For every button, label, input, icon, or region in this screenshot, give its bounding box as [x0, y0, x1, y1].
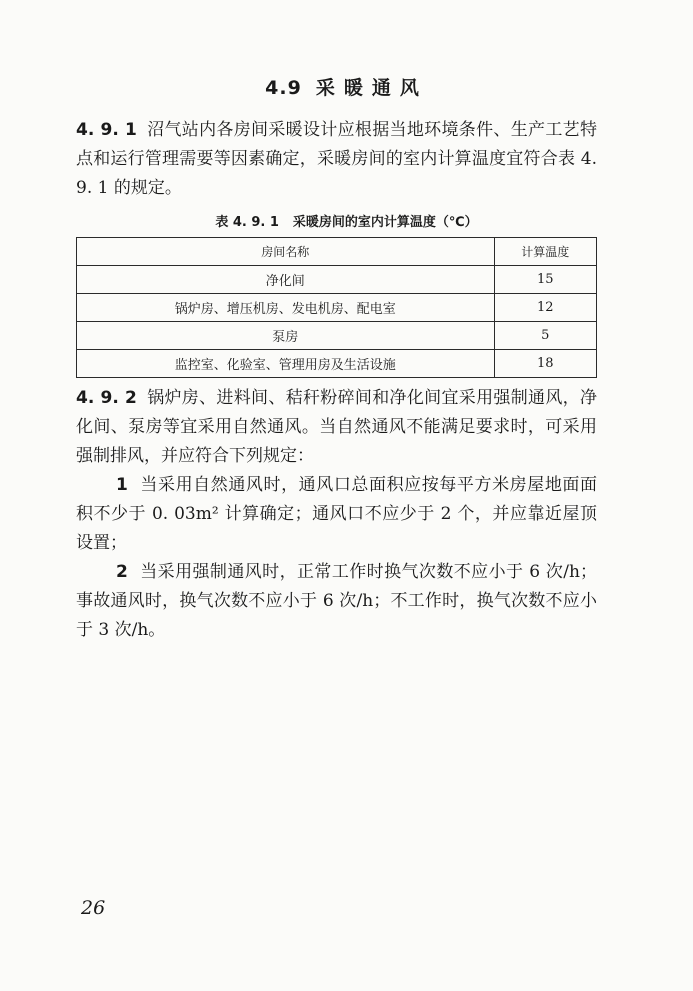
list-item: [76, 558, 597, 645]
table-row: [77, 350, 597, 378]
temperature-cell: 5: [494, 322, 596, 350]
table-caption: [0, 211, 693, 230]
temperature-cell: 15: [494, 266, 596, 294]
section-title: 采暖通风: [315, 77, 428, 99]
room-name-cell: 锅炉房、增压机房、发电机房、配电室: [77, 294, 495, 322]
section-number: 4.9: [265, 77, 302, 99]
table-label: 表 4. 9. 1: [215, 215, 279, 230]
room-name-cell: 净化间: [77, 266, 495, 294]
table-header-row: [77, 238, 597, 266]
column-header-room: 房间名称: [77, 238, 495, 266]
temperature-cell: 12: [494, 294, 596, 322]
room-name-cell: 泵房: [77, 322, 495, 350]
table-caption-text: 采暖房间的室内计算温度（℃）: [292, 215, 478, 230]
item-number: 1: [116, 475, 128, 495]
clause-number: 4. 9. 1: [76, 120, 137, 140]
page-number: 26: [81, 897, 106, 919]
clause-4-9-1: [76, 116, 597, 203]
table-row: [77, 266, 597, 294]
clause-text: 锅炉房、进料间、秸秆粉碎间和净化间宜采用强制通风，净化间、泵房等宜采用自然通风。当自然通风不能满足要求时，可采用强制排风，并应符合下列规定：: [76, 388, 597, 466]
table-row: [77, 294, 597, 322]
item-text: 当采用强制通风时，正常工作时换气次数不应小于 6 次/h；事故通风时，换气次数不应小于 6 次/h；不工作时，换气次数不应小于 3 次/h。: [76, 562, 597, 640]
clause-number: 4. 9. 2: [76, 388, 137, 408]
temperature-cell: 18: [494, 350, 596, 378]
table-row: [77, 322, 597, 350]
temperature-table: [76, 237, 597, 378]
item-number: 2: [116, 562, 128, 582]
section-heading: [0, 73, 693, 100]
column-header-temperature: 计算温度: [494, 238, 596, 266]
clause-4-9-2: [76, 384, 597, 471]
item-text: 当采用自然通风时，通风口总面积应按每平方米房屋地面面积不少于 0. 03m² 计算确定；通风口不应少于 2 个，并应靠近屋顶设置；: [76, 475, 597, 553]
clause-text: 沼气站内各房间采暖设计应根据当地环境条件、生产工艺特点和运行管理需要等因素确定，采暖房间的室内计算温度宜符合表 4. 9. 1 的规定。: [76, 120, 597, 198]
room-name-cell: 监控室、化验室、管理用房及生活设施: [77, 350, 495, 378]
list-item: [76, 471, 597, 558]
